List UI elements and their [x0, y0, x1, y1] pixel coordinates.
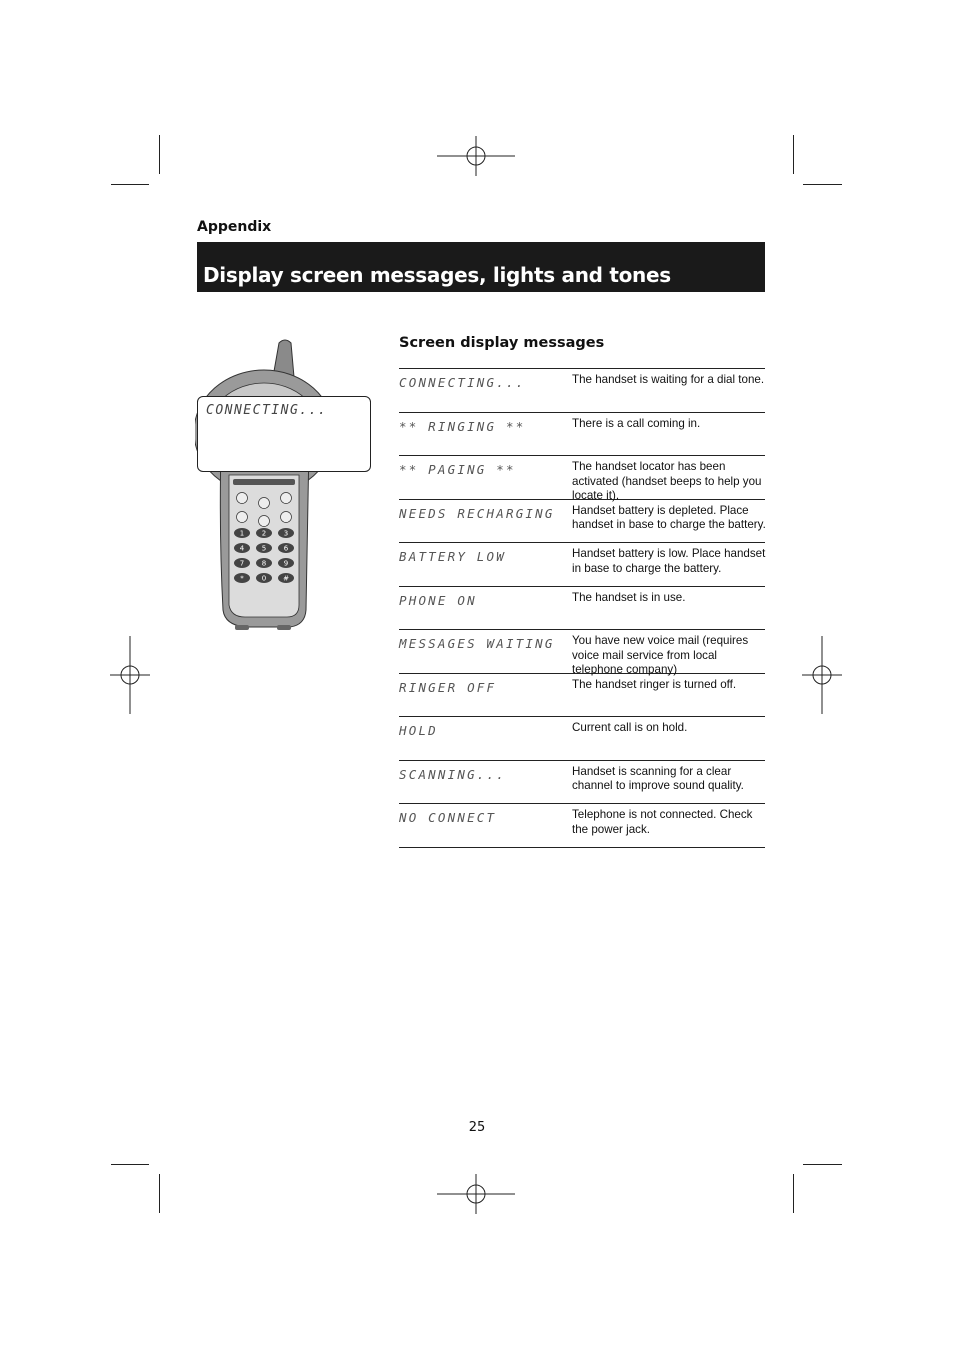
- keypad-key-label: 3: [283, 529, 289, 538]
- keypad-key-label: 8: [261, 559, 267, 568]
- message-description: Handset is scanning for a clear channel to improve sound quality.: [572, 764, 744, 792]
- message-code: BATTERY LOW: [399, 549, 506, 564]
- message-row: [399, 543, 765, 587]
- message-code: HOLD: [399, 723, 438, 738]
- keypad-key-label: 4: [239, 544, 245, 553]
- message-code: RINGER OFF: [399, 679, 497, 695]
- message-description: The handset locator has been activated (handset beeps to help you locate it).: [572, 460, 762, 502]
- message-description: Handset battery is low. Place handset in base to charge the battery.: [572, 547, 766, 575]
- message-code: NEEDS RECHARGING: [399, 505, 555, 521]
- keypad-key-label: 2: [261, 529, 267, 538]
- message-description: You have new voice mail (requires voice mail service from local telephone company): [572, 634, 749, 676]
- crop-mark: [793, 1174, 794, 1213]
- message-code: ** RINGING **: [399, 418, 526, 434]
- function-button-shape: [259, 498, 270, 509]
- crop-mark: [793, 135, 794, 174]
- title-bar: [197, 242, 765, 292]
- function-button-shape: [281, 512, 292, 523]
- registration-mark-left: [110, 636, 150, 714]
- crop-mark: [159, 135, 160, 174]
- function-button-shape: [281, 493, 292, 504]
- message-code: MESSAGES WAITING: [399, 636, 555, 651]
- message-code: ** PAGING **: [399, 462, 516, 477]
- sub-heading: Screen display messages: [399, 335, 605, 351]
- keypad-key-label: 5: [261, 544, 267, 553]
- crop-mark: [803, 184, 842, 185]
- message-row: [399, 587, 765, 631]
- registration-mark-right: [802, 636, 842, 714]
- crop-mark: [803, 1164, 842, 1165]
- message-row: [399, 369, 765, 413]
- message-row: [399, 413, 765, 457]
- message-code: PHONE ON: [399, 592, 477, 608]
- message-description: Handset battery is depleted. Place handset in base to charge the battery.: [572, 503, 766, 531]
- handset-display-text: CONNECTING...: [206, 403, 328, 418]
- registration-mark-top: [437, 136, 515, 176]
- keypad-key-label: 9: [283, 559, 289, 568]
- message-description: The handset is waiting for a dial tone.: [572, 373, 765, 386]
- message-row: [399, 804, 765, 848]
- message-code: SCANNING...: [399, 766, 506, 782]
- message-row: [399, 674, 765, 718]
- message-code: CONNECTING...: [399, 375, 526, 390]
- handset-illustration: [195, 335, 375, 635]
- message-description: The handset ringer is turned off.: [572, 677, 737, 691]
- registration-mark-bottom: [437, 1174, 515, 1214]
- message-row: [399, 456, 765, 500]
- message-row: [399, 500, 765, 544]
- keypad-key-label: 0: [261, 574, 267, 583]
- keypad-key-label: 7: [239, 559, 245, 568]
- message-code: NO CONNECT: [399, 810, 497, 825]
- function-button-shape: [237, 493, 248, 504]
- message-row: [399, 630, 765, 674]
- keypad-key-label: 6: [283, 544, 289, 553]
- crop-mark: [159, 1174, 160, 1213]
- keypad-key-label: *: [240, 574, 244, 583]
- function-button-shape: [259, 516, 270, 527]
- message-description: The handset is in use.: [572, 590, 686, 604]
- messages-table: [399, 368, 765, 848]
- page-number: 25: [468, 1120, 486, 1135]
- message-row: [399, 761, 765, 805]
- message-description: Current call is on hold.: [572, 721, 688, 734]
- keypad-key-label: #: [283, 574, 289, 583]
- page-title: Display screen messages, lights and tones: [203, 263, 671, 287]
- keypad-key-label: 1: [239, 529, 245, 538]
- message-description: Telephone is not connected. Check the power jack.: [572, 808, 753, 836]
- crop-mark: [111, 1164, 149, 1165]
- function-button-shape: [237, 512, 248, 523]
- message-description: There is a call coming in.: [572, 416, 701, 430]
- crop-mark: [111, 184, 149, 185]
- section-label: Appendix: [197, 219, 272, 235]
- message-row: [399, 717, 765, 761]
